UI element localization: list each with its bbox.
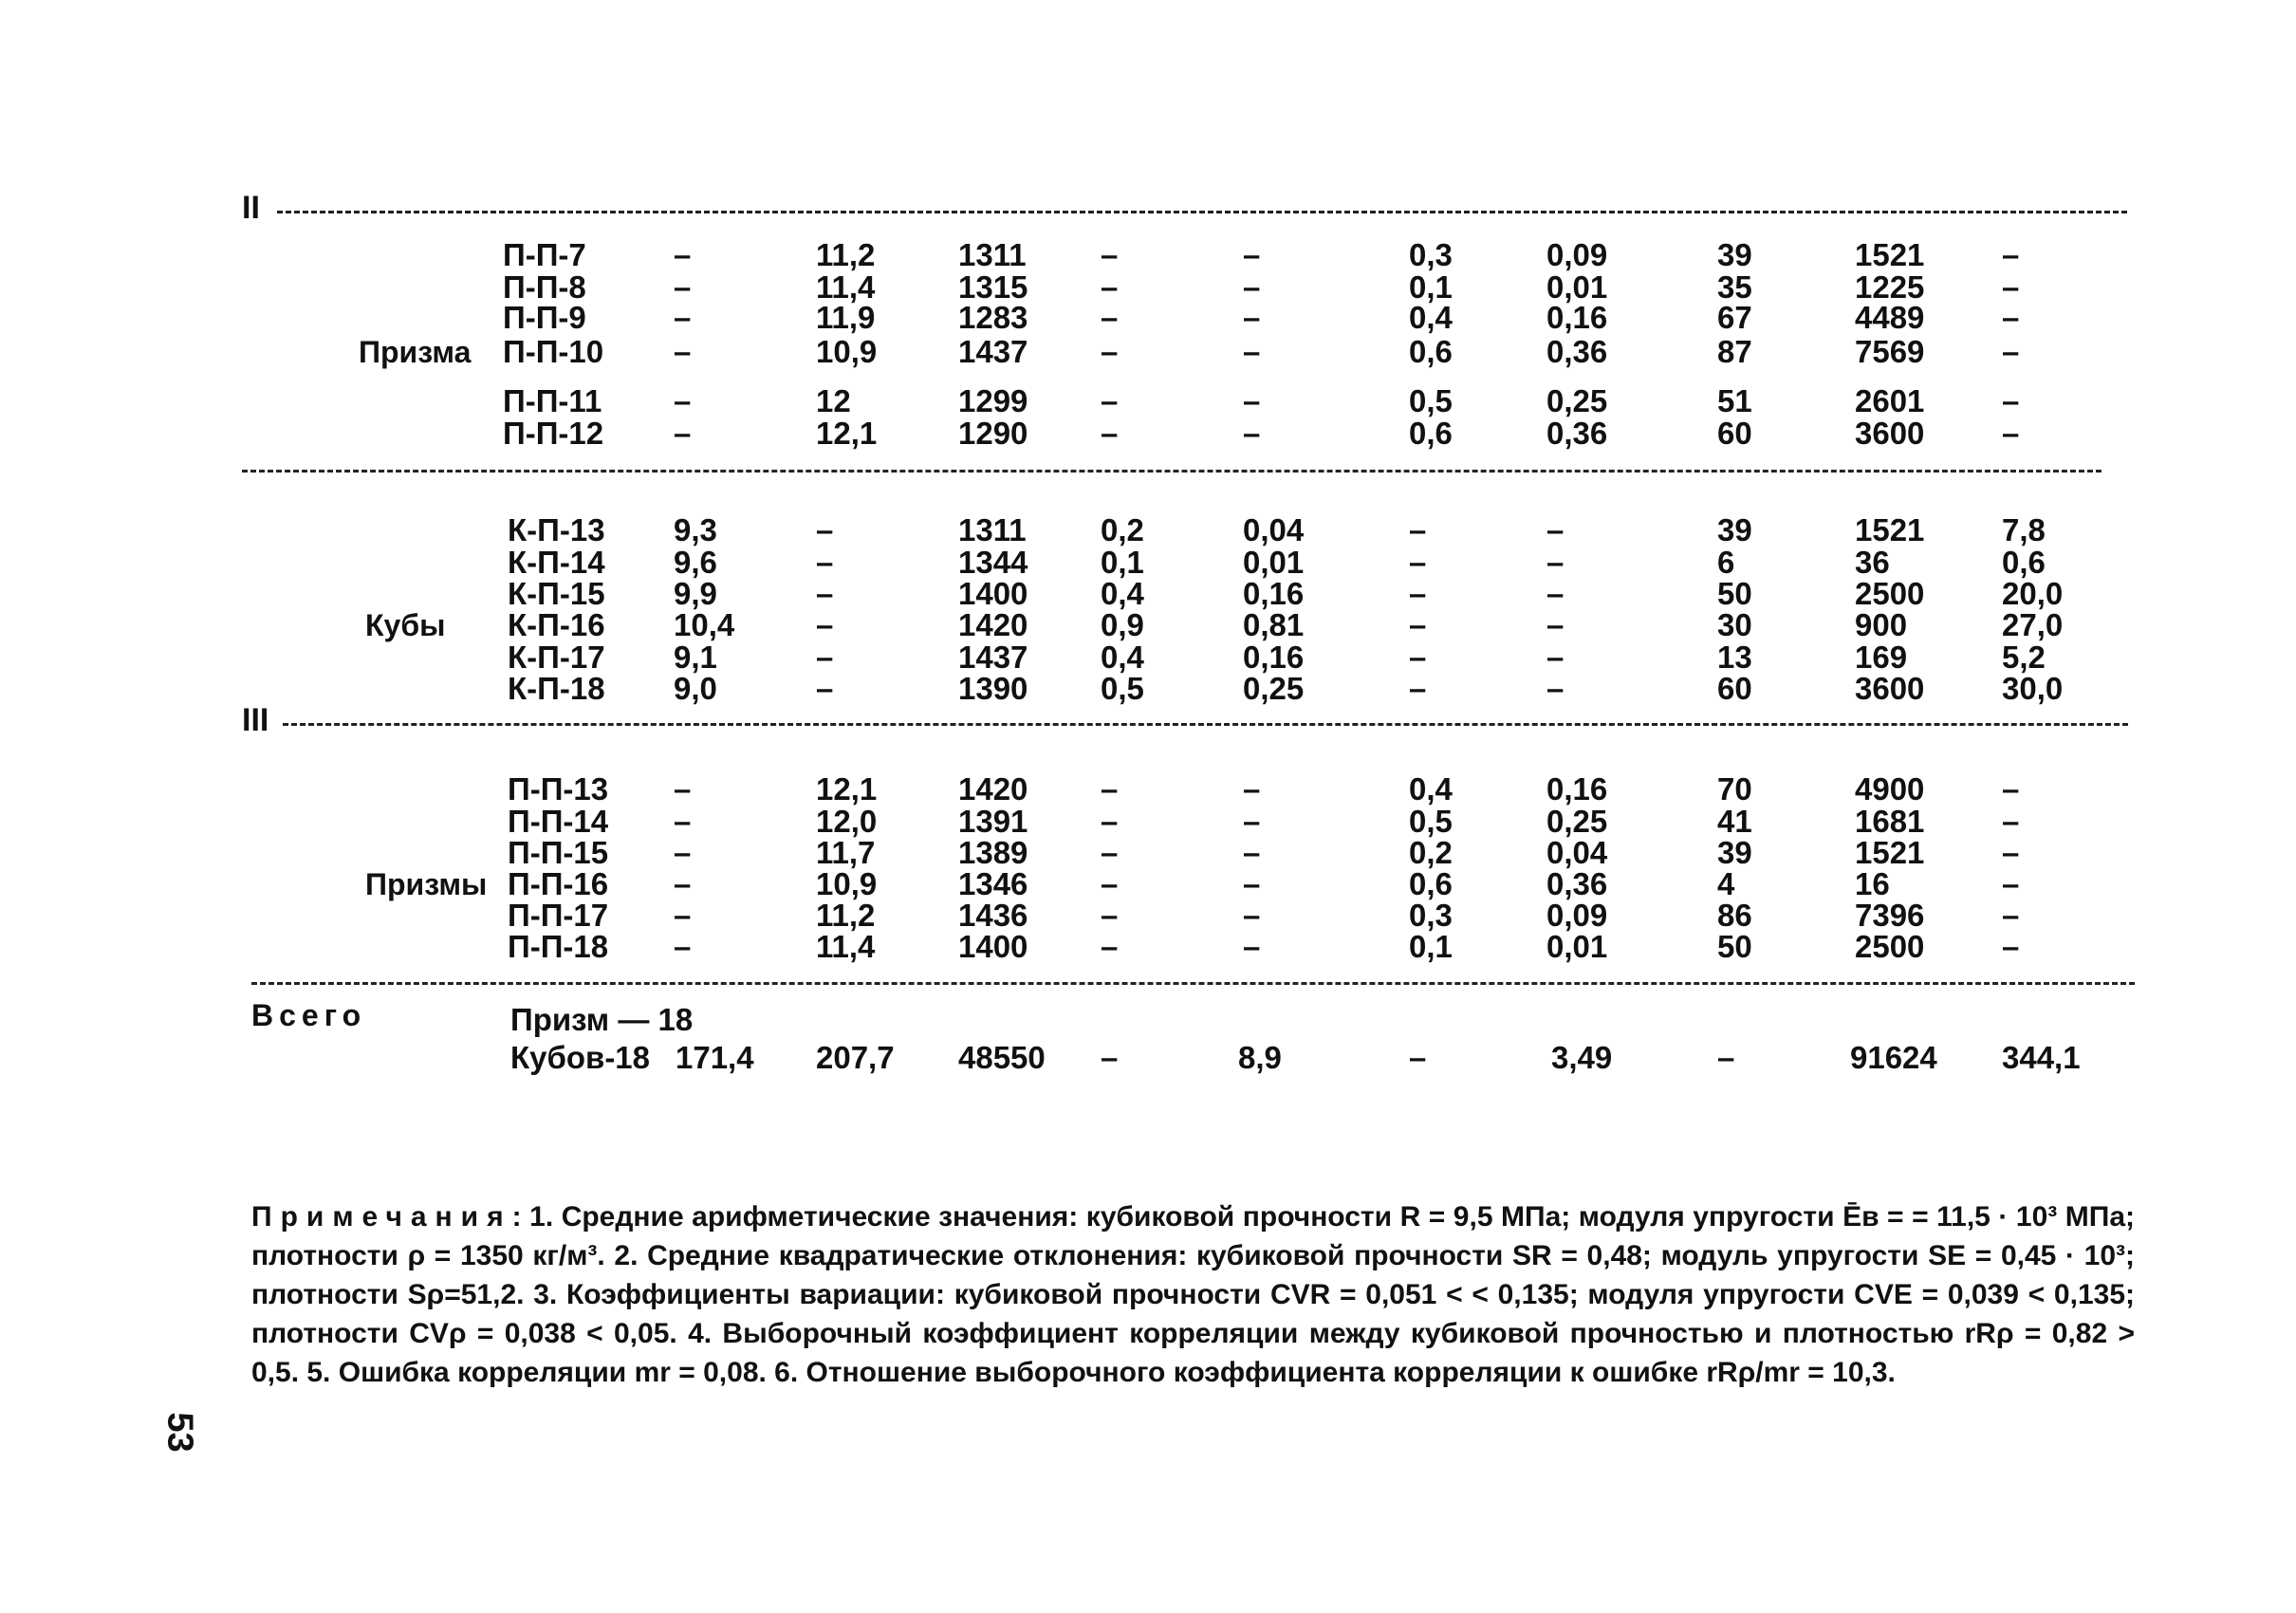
specimen-id: П-П-17: [508, 898, 609, 933]
table-cell: 0,25: [1243, 671, 1305, 706]
table-cell: –: [674, 269, 692, 305]
table-cell: 0,01: [1546, 269, 1608, 305]
notes-text: : 1. Средние арифметические значения: кубиковой прочности R = 9,5 МПа; модуля упругости Ēв = = 11,5 · 10³ МПа; плотности ρ = 1350 кг/м³. 2. Средние квадратические отклонения: кубиковой прочности SR = 0,48; модуль упругости SE = 0,45 · 10³; плотности Sρ=51,2. 3. Коэффициенты вариации: кубиковой прочности CVR = 0,051 < < 0,135; модуля упругости CVE = 0,039 < 0,135; плотности CVρ = 0,038 < 0,05. 4. Выборочный коэффициент корреляции между кубиковой прочностью и плотностью rRρ = 0,82 > 0,5. 5. Ошибка корреляции mr = 0,08. 6. Отношение выборочного коэффициента корреляции к ошибке rRρ/mr = 10,3.: [251, 1201, 2135, 1388]
table-cell: 10,9: [816, 334, 878, 369]
table-cell: –: [1546, 671, 1565, 706]
group-label: Призмы: [365, 867, 488, 901]
specimen-id: П-П-16: [508, 866, 609, 901]
table-cell: –: [1243, 383, 1261, 418]
table-cell: 1311: [958, 512, 1027, 547]
table-cell: 4900: [1855, 771, 1925, 806]
table-cell: –: [1101, 866, 1119, 901]
table-row: [0, 514, 2296, 547]
table-cell: 1225: [1855, 269, 1925, 305]
table-cell: 1299: [958, 383, 1028, 418]
table-cell: 1391: [958, 804, 1028, 839]
table-cell: 12,1: [816, 416, 878, 451]
table-cell: –: [2002, 835, 2020, 870]
table-cell: –: [1409, 545, 1427, 580]
totals-value: –: [1101, 1040, 1119, 1075]
table-cell: 1420: [958, 771, 1028, 806]
table-cell: –: [1243, 866, 1261, 901]
table-cell: –: [1409, 671, 1427, 706]
table-cell: –: [1546, 607, 1565, 642]
table-cell: 5,2: [2002, 640, 2046, 675]
table-cell: 13: [1717, 640, 1752, 675]
table-cell: 1344: [958, 545, 1028, 580]
table-cell: 0,36: [1546, 334, 1608, 369]
table-cell: –: [1243, 269, 1261, 305]
table-cell: –: [2002, 866, 2020, 901]
table-row: [0, 673, 2296, 705]
totals-prisms: Призм — 18: [510, 1002, 694, 1037]
table-cell: –: [2002, 416, 2020, 451]
page-number: 53: [159, 1412, 200, 1453]
table-cell: –: [2002, 334, 2020, 369]
table-cell: 0,6: [2002, 545, 2046, 580]
table-cell: –: [1243, 237, 1261, 272]
section-marker-ii: II: [242, 190, 260, 226]
table-cell: –: [2002, 804, 2020, 839]
table-cell: 169: [1855, 640, 1908, 675]
table-cell: 1437: [958, 640, 1028, 675]
table-cell: –: [816, 607, 834, 642]
table-cell: 3600: [1855, 416, 1925, 451]
totals-label: Всего: [251, 998, 367, 1032]
table-cell: –: [1409, 576, 1427, 611]
table-cell: 0,5: [1409, 383, 1453, 418]
table-cell: –: [674, 416, 692, 451]
table-cell: 1311: [958, 237, 1027, 272]
table-cell: 0,16: [1546, 300, 1608, 335]
table-cell: –: [816, 545, 834, 580]
specimen-id: П-П-15: [508, 835, 609, 870]
table-cell: 4: [1717, 866, 1735, 901]
specimen-id: П-П-9: [503, 300, 586, 335]
table-row: [0, 547, 2296, 579]
table-cell: –: [1101, 771, 1119, 806]
table-cell: 0,3: [1409, 237, 1453, 272]
totals-value: 207,7: [816, 1040, 895, 1075]
table-cell: 11,4: [816, 269, 876, 305]
table-cell: 1390: [958, 671, 1028, 706]
table-cell: –: [1101, 898, 1119, 933]
table-row: [0, 931, 2296, 963]
table-cell: 9,0: [674, 671, 717, 706]
table-cell: 2500: [1855, 576, 1925, 611]
table-cell: –: [1101, 416, 1119, 451]
table-row: [0, 239, 2296, 271]
table-cell: 0,04: [1546, 835, 1608, 870]
table-cell: 87: [1717, 334, 1752, 369]
specimen-id: П-П-8: [503, 269, 586, 305]
specimen-id: П-П-7: [503, 237, 586, 272]
group-label: Призма: [359, 335, 472, 369]
table-cell: 10,4: [674, 607, 735, 642]
table-cell: 7,8: [2002, 512, 2046, 547]
table-cell: 39: [1717, 512, 1752, 547]
table-cell: 1346: [958, 866, 1028, 901]
table-cell: –: [1546, 640, 1565, 675]
table-cell: –: [1101, 929, 1119, 964]
table-cell: –: [1409, 607, 1427, 642]
table-cell: –: [674, 804, 692, 839]
table-cell: –: [816, 512, 834, 547]
table-cell: –: [1243, 929, 1261, 964]
table-cell: 39: [1717, 237, 1752, 272]
table-cell: 67: [1717, 300, 1752, 335]
table-cell: 70: [1717, 771, 1752, 806]
table-cell: –: [1243, 771, 1261, 806]
table-cell: –: [1243, 804, 1261, 839]
table-cell: 50: [1717, 576, 1752, 611]
table-cell: 6: [1717, 545, 1735, 580]
specimen-id: К-П-13: [508, 512, 605, 547]
table-cell: 1437: [958, 334, 1028, 369]
table-cell: 0,2: [1409, 835, 1453, 870]
table-cell: –: [674, 383, 692, 418]
table-cell: 1681: [1855, 804, 1925, 839]
table-row: [0, 773, 2296, 806]
table-cell: 30: [1717, 607, 1752, 642]
table-cell: 0,09: [1546, 237, 1608, 272]
table-cell: 27,0: [2002, 607, 2064, 642]
table-cell: 0,01: [1546, 929, 1608, 964]
table-cell: 20,0: [2002, 576, 2064, 611]
table-cell: 1521: [1855, 237, 1925, 272]
table-cell: 7569: [1855, 334, 1925, 369]
table-row: [0, 899, 2296, 932]
table-cell: 3600: [1855, 671, 1925, 706]
table-cell: –: [674, 237, 692, 272]
table-cell: –: [816, 576, 834, 611]
totals-value: 48550: [958, 1040, 1046, 1075]
table-cell: –: [1101, 300, 1119, 335]
table-cell: –: [674, 771, 692, 806]
table-cell: 60: [1717, 416, 1752, 451]
table-cell: –: [1546, 512, 1565, 547]
table-cell: –: [2002, 383, 2020, 418]
table-cell: 0,36: [1546, 866, 1608, 901]
table-row: [0, 302, 2296, 334]
table-cell: 1400: [958, 576, 1028, 611]
table-cell: 900: [1855, 607, 1908, 642]
table-cell: 12,1: [816, 771, 878, 806]
table-cell: 1521: [1855, 835, 1925, 870]
section-marker-iii: III: [242, 702, 269, 738]
table-cell: 11,7: [816, 835, 876, 870]
specimen-id: П-П-14: [508, 804, 609, 839]
table-cell: 0,16: [1243, 640, 1305, 675]
table-cell: –: [674, 835, 692, 870]
table-cell: 0,09: [1546, 898, 1608, 933]
table-row: [0, 417, 2296, 450]
table-cell: –: [674, 866, 692, 901]
table-cell: –: [2002, 898, 2020, 933]
table-cell: 9,3: [674, 512, 717, 547]
divider-rule: [251, 982, 2135, 985]
table-cell: –: [674, 300, 692, 335]
table-cell: 0,6: [1409, 334, 1453, 369]
totals-value: 91624: [1850, 1040, 1937, 1075]
table-cell: 1290: [958, 416, 1028, 451]
table-cell: 35: [1717, 269, 1752, 305]
table-cell: 0,3: [1409, 898, 1453, 933]
specimen-id: П-П-10: [503, 334, 604, 369]
table-cell: –: [1243, 835, 1261, 870]
table-cell: 2601: [1855, 383, 1925, 418]
table-row: [0, 271, 2296, 304]
specimen-id: К-П-14: [508, 545, 605, 580]
table-cell: 12,0: [816, 804, 878, 839]
table-row: [0, 385, 2296, 417]
section-rule: [277, 211, 2127, 213]
table-cell: 36: [1855, 545, 1890, 580]
table-cell: –: [1101, 269, 1119, 305]
specimen-id: П-П-18: [508, 929, 609, 964]
table-cell: 11,2: [816, 898, 876, 933]
table-cell: 0,36: [1546, 416, 1608, 451]
table-cell: –: [1243, 898, 1261, 933]
totals-value: 3,49: [1551, 1040, 1613, 1075]
table-cell: –: [1101, 334, 1119, 369]
table-cell: –: [1243, 334, 1261, 369]
table-cell: 4489: [1855, 300, 1925, 335]
totals-value: 171,4: [676, 1040, 754, 1075]
table-cell: –: [1101, 835, 1119, 870]
specimen-id: П-П-12: [503, 416, 604, 451]
table-cell: 0,6: [1409, 866, 1453, 901]
table-cell: –: [1101, 237, 1119, 272]
table-cell: 0,01: [1243, 545, 1305, 580]
table-row: [0, 578, 2296, 610]
table-cell: –: [1243, 300, 1261, 335]
table-cell: 0,4: [1409, 771, 1453, 806]
table-cell: 0,4: [1101, 640, 1144, 675]
table-cell: 0,16: [1243, 576, 1305, 611]
specimen-id: П-П-11: [503, 383, 602, 418]
table-cell: 50: [1717, 929, 1752, 964]
table-cell: 0,6: [1409, 416, 1453, 451]
table-cell: –: [2002, 237, 2020, 272]
table-cell: 0,25: [1546, 804, 1608, 839]
specimen-id: К-П-18: [508, 671, 605, 706]
totals-cubes: Кубов-18: [510, 1040, 651, 1075]
table-cell: –: [816, 671, 834, 706]
totals-value: –: [1717, 1040, 1735, 1075]
table-cell: 0,25: [1546, 383, 1608, 418]
table-cell: –: [1243, 416, 1261, 451]
specimen-id: К-П-17: [508, 640, 605, 675]
table-row: [0, 641, 2296, 674]
totals-value: –: [1409, 1040, 1427, 1075]
table-cell: 0,04: [1243, 512, 1305, 547]
table-cell: 0,81: [1243, 607, 1305, 642]
totals-value: 344,1: [2002, 1040, 2081, 1075]
table-cell: 1283: [958, 300, 1028, 335]
table-cell: 7396: [1855, 898, 1925, 933]
table-cell: 1436: [958, 898, 1028, 933]
specimen-id: К-П-16: [508, 607, 605, 642]
table-cell: 1389: [958, 835, 1028, 870]
table-cell: 39: [1717, 835, 1752, 870]
table-row: [0, 609, 2296, 641]
table-cell: 51: [1717, 383, 1752, 418]
table-row: [0, 868, 2296, 900]
table-cell: 0,4: [1409, 300, 1453, 335]
table-cell: 10,9: [816, 866, 878, 901]
table-row: [0, 806, 2296, 838]
table-cell: 0,5: [1409, 804, 1453, 839]
table-cell: 9,6: [674, 545, 717, 580]
totals-row: [0, 998, 2296, 1084]
table-cell: 86: [1717, 898, 1752, 933]
table-cell: –: [1409, 640, 1427, 675]
table-cell: 1420: [958, 607, 1028, 642]
table-cell: 0,2: [1101, 512, 1144, 547]
table-cell: –: [674, 929, 692, 964]
table-cell: 30,0: [2002, 671, 2064, 706]
table-cell: 0,1: [1409, 269, 1453, 305]
table-cell: –: [1101, 383, 1119, 418]
table-cell: 11,4: [816, 929, 876, 964]
table-cell: 11,2: [816, 237, 876, 272]
table-cell: 0,16: [1546, 771, 1608, 806]
totals-value: 8,9: [1238, 1040, 1282, 1075]
table-cell: 9,1: [674, 640, 717, 675]
specimen-id: П-П-13: [508, 771, 609, 806]
table-cell: –: [1546, 545, 1565, 580]
table-cell: 41: [1717, 804, 1752, 839]
specimen-id: К-П-15: [508, 576, 605, 611]
table-cell: –: [674, 334, 692, 369]
table-cell: 2500: [1855, 929, 1925, 964]
table-cell: –: [1546, 576, 1565, 611]
group-label: Кубы: [365, 608, 446, 642]
notes-paragraph: [251, 1197, 2135, 1392]
table-cell: –: [2002, 929, 2020, 964]
table-cell: –: [2002, 771, 2020, 806]
table-cell: 12: [816, 383, 851, 418]
table-cell: 0,9: [1101, 607, 1144, 642]
table-cell: –: [2002, 269, 2020, 305]
table-cell: 0,1: [1101, 545, 1144, 580]
table-cell: –: [1101, 804, 1119, 839]
table-cell: 0,5: [1101, 671, 1144, 706]
table-cell: 1521: [1855, 512, 1925, 547]
table-cell: –: [816, 640, 834, 675]
table-cell: 0,1: [1409, 929, 1453, 964]
notes-heading: Примечания: [251, 1201, 512, 1233]
section-rule: [283, 723, 2128, 726]
table-cell: 60: [1717, 671, 1752, 706]
table-row: [0, 336, 2296, 368]
table-cell: 1315: [958, 269, 1028, 305]
table-cell: –: [1409, 512, 1427, 547]
table-cell: 11,9: [816, 300, 876, 335]
table-cell: 16: [1855, 866, 1890, 901]
table-cell: 9,9: [674, 576, 717, 611]
table-cell: 0,4: [1101, 576, 1144, 611]
divider-rule: [242, 470, 2102, 473]
table-cell: 1400: [958, 929, 1028, 964]
table-cell: –: [2002, 300, 2020, 335]
table-cell: –: [674, 898, 692, 933]
table-row: [0, 837, 2296, 869]
